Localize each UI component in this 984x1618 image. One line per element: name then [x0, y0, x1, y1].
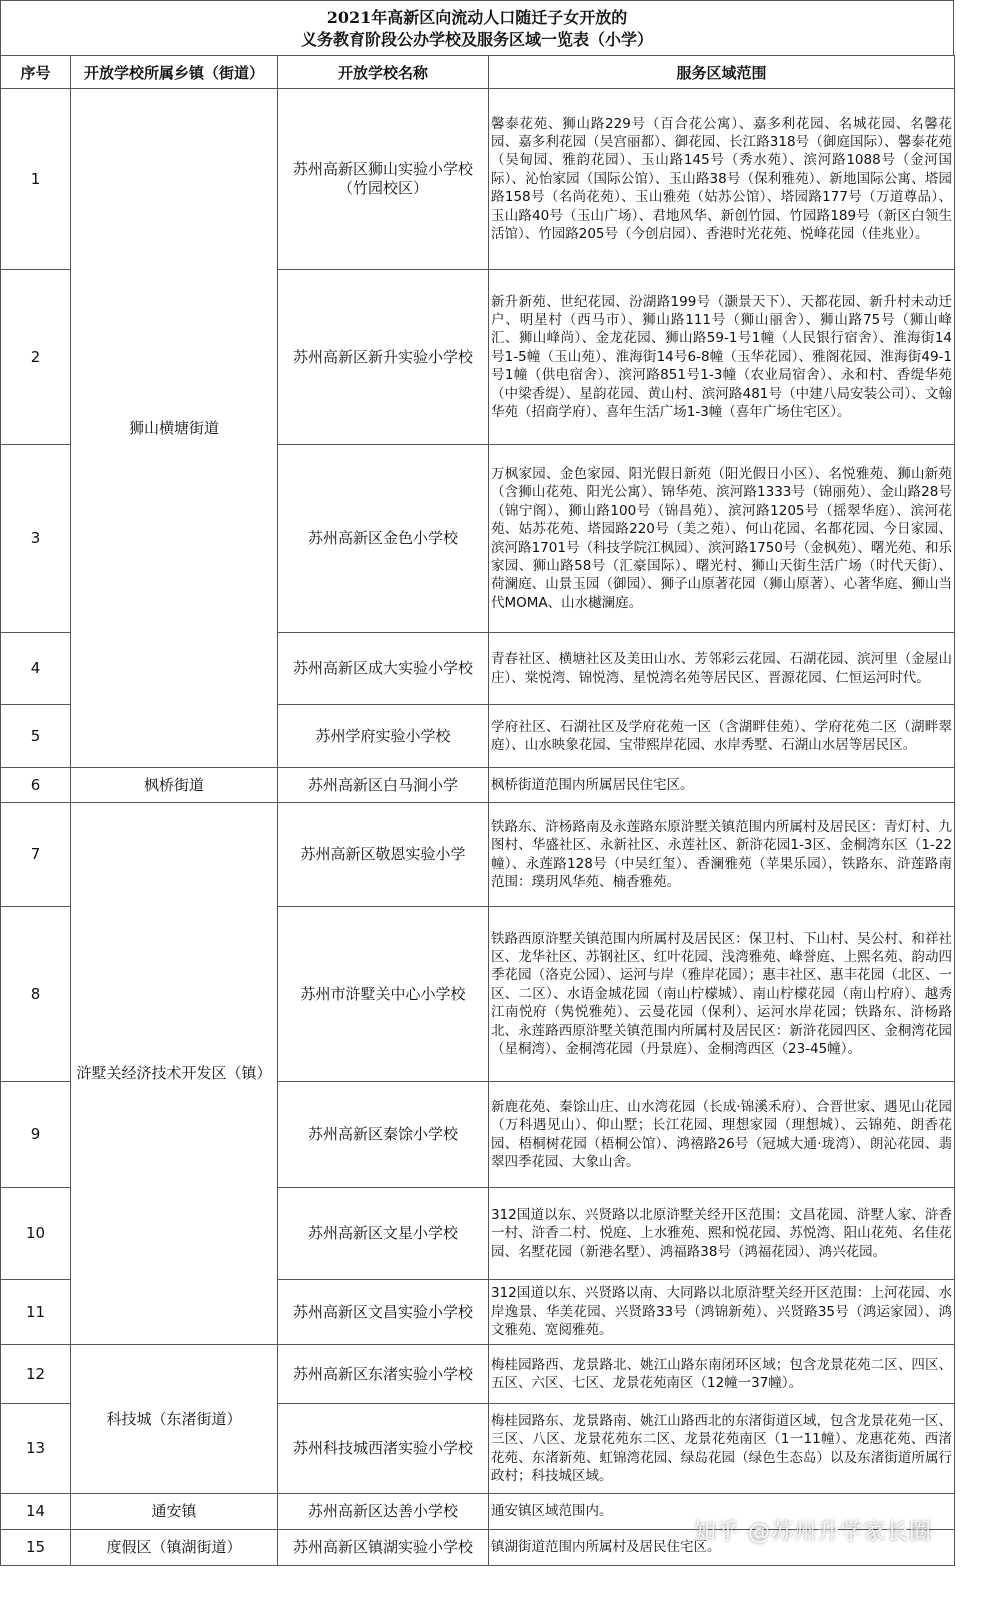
table-row [1, 89, 955, 270]
row-number: 6 [1, 768, 71, 803]
school-name: 苏州高新区东渚实验小学校 [278, 1345, 489, 1404]
service-area: 新鹿花苑、秦馀山庄、山水湾花园（长成·锦溪禾府）、合晋世家、遇见山花园（万科遇见山）、仰山墅；长江花园、理想家园（理想城）、云锦苑、朗香花园、梧桐树花园（梧桐公馆）、鸿禧路26号（冠城大通·珑湾）、朗沁花园、翡翠四季花园、大象山舍。 [489, 1082, 955, 1188]
town-cell: 度假区（镇湖街道） [71, 1530, 278, 1566]
town-cell: 浒墅关经济技术开发区（镇） [71, 803, 278, 1345]
table-row [1, 803, 955, 907]
title-line-1: 2021年高新区向流动人口随迁子女开放的 [326, 8, 628, 27]
row-number: 4 [1, 633, 71, 705]
service-area: 枫桥街道范围内所属居民住宅区。 [489, 768, 955, 803]
row-number: 3 [1, 445, 71, 633]
service-area: 铁路西原浒墅关镇范围内所属村及居民区：保卫村、下山村、吴公村、和祥社区、龙华社区、苏钢社区、红叶花园、浅湾雅苑、峰誉庭、上熙名苑、韵动四季花园（洛克公园）、运河与岸（雅岸花园）；惠丰社区、惠丰花园（北区、一区、二区）、水语金城花园（南山柠檬城）、南山柠檬花园（南山柠府）、越秀江南悦府（隽悦雅苑）、云曼花园（保利）、运河水岸花园；铁路东、浒杨路北、永莲路西原浒墅关镇范围内所属村及居民区：新浒花园四区、金桐湾花园（星桐湾）、金桐湾花园（丹景庭）、金桐湾西区（23-45幢）。 [489, 907, 955, 1082]
town-cell: 通安镇 [71, 1494, 278, 1530]
row-number: 10 [1, 1188, 71, 1280]
school-name: 苏州高新区敬恩实验小学 [278, 803, 489, 907]
town-cell: 枫桥街道 [71, 768, 278, 803]
title-line-2: 义务教育阶段公办学校及服务区域一览表（小学） [300, 30, 653, 49]
row-number: 7 [1, 803, 71, 907]
header-town: 开放学校所属乡镇（街道） [71, 56, 278, 89]
school-name: 苏州高新区达善小学校 [278, 1494, 489, 1530]
service-area: 312国道以东、兴贤路以北原浒墅关经开区范围：文昌花园、浒墅人家、浒香一村、浒香二村、悦庭、上水雅苑、熙和悦花园、苏悦湾、阳山花苑、名佳花园、名墅花园（新港名墅）、鸿福路38号（鸿福花园）、鸿兴花园。 [489, 1188, 955, 1280]
service-area: 万枫家园、金色家园、阳光假日新苑（阳光假日小区）、名悦雅苑、狮山新苑（含狮山花苑、阳光公寓）、锦华苑、滨河路1333号（锦丽苑）、金山路28号（锦宁阁）、狮山路100号（锦昌苑）、滨河路1205号（摇翠华庭）、滨河花苑、姑苏花苑、塔园路220号（美之苑）、何山花园、名都花园、今日家园、滨河路1701号（科技学院江枫园）、滨河路1750号（金枫苑）、曙光苑、和乐家园、狮山路58号（汇豪国际）、曙光村、狮山天街生活广场（时代天街）、荷澜庭、山景玉园（御园）、狮子山原著花园（狮山原著）、心著华庭、狮山当代MOMA、山水樾澜庭。 [489, 445, 955, 633]
header-school: 开放学校名称 [278, 56, 489, 89]
service-area: 312国道以东、兴贤路以南、大同路以北原浒墅关经开区范围：上河花园、水岸逸景、华美花园、兴贤路33号（鸿锦新苑）、兴贤路35号（鸿运家园）、鸿文雅苑、宽阅雅苑。 [489, 1280, 955, 1345]
row-number: 9 [1, 1082, 71, 1188]
row-number: 8 [1, 907, 71, 1082]
row-number: 2 [1, 270, 71, 445]
row-number: 15 [1, 1530, 71, 1566]
school-name: 苏州高新区新升实验小学校 [278, 270, 489, 445]
table-row [1, 1345, 955, 1404]
school-name: 苏州科技城西渚实验小学校 [278, 1404, 489, 1494]
school-table [0, 55, 955, 1566]
school-name: 苏州市浒墅关中心小学校 [278, 907, 489, 1082]
row-number: 1 [1, 89, 71, 270]
school-name: 苏州高新区文昌实验小学校 [278, 1280, 489, 1345]
school-name: 苏州高新区文星小学校 [278, 1188, 489, 1280]
service-area: 铁路东、浒杨路南及永莲路东原浒墅关镇范围内所属村及居民区：青灯村、九图村、华盛社区、永新社区、永莲社区、新浒花园1-3区、金桐湾东区（1-22幢）、永莲路128号（中吴红玺）、香澜雅苑（苹果乐园），铁路东、浒莲路南范围：璞玥风华苑、楠香雅苑。 [489, 803, 955, 907]
town-cell: 狮山横塘街道 [71, 89, 278, 768]
service-area: 新升新苑、世纪花园、汾湖路199号（灏景天下）、天都花园、新升村未动迁户、明星村（西马市）、狮山路111号（狮山丽舍）、狮山路75号（狮山峰汇、狮山峰尚）、金龙花园、狮山路59-1号1幢（人民银行宿舍）、淮海街14号1-5幢（玉山苑）、淮海街14号6-8幢（玉华花园）、雅阁花园、淮海街49-1号1幢（供电宿舍）、滨河路851号1-3幢（农业局宿舍）、永和村、香缇华苑（中梁香缇）、星韵花园、黄山村、滨河路481号（中建八局安装公司）、文翰华苑（招商学府）、喜年生活广场1-3幢（喜年广场住宅区）。 [489, 270, 955, 445]
watermark: 知乎 @苏州升学家长圈 [694, 1520, 932, 1545]
service-area: 青春社区、横塘社区及美田山水、芳邻彩云花园、石湖花园、滨河里（金屋山庄）、棠悦湾、锦悦湾、星悦湾名苑等居民区、晋源花园、仁恒运河时代。 [489, 633, 955, 705]
service-area: 馨泰花苑、狮山路229号（百合花公寓）、嘉多利花园、名城花园、名馨花园、嘉多利花园（吴宫丽都）、御花园、长江路318号（御庭国际）、馨泰花苑（吴甸园、雅韵花园）、玉山路145号（秀水苑）、滨河路1088号（金河国际）、沁怡家园（国际公馆）、玉山路38号（保利雅苑）、新地国际公寓、塔园路158号（名尚花苑）、玉山雅苑（姑苏公馆）、塔园路177号（万道尊品）、玉山路40号（玉山广场）、君地风华、新创竹园、竹园路189号（新区白领生活馆）、竹园路205号（今创启园）、香港时光花苑、悦峰花园（佳兆业）。 [489, 89, 955, 270]
school-name: 苏州高新区金色小学校 [278, 445, 489, 633]
service-area: 学府社区、石湖社区及学府花苑一区（含湖畔佳苑）、学府花苑二区（湖畔翠庭）、山水映象花园、宝带熙岸花园、水岸秀墅、石湖山水居等居民区。 [489, 705, 955, 768]
row-number: 13 [1, 1404, 71, 1494]
school-name: 苏州高新区秦馀小学校 [278, 1082, 489, 1188]
row-number: 5 [1, 705, 71, 768]
town-cell: 科技城（东渚街道） [71, 1345, 278, 1494]
header-no: 序号 [1, 56, 71, 89]
school-name: 苏州高新区狮山实验小学校（竹园校区） [278, 89, 489, 270]
row-number: 14 [1, 1494, 71, 1530]
row-number: 11 [1, 1280, 71, 1345]
school-name: 苏州学府实验小学校 [278, 705, 489, 768]
service-area: 镇湖街道范围内所属村及居民住宅区。 [489, 1530, 955, 1566]
service-area: 梅桂园路东、龙景路南、姚江山路西北的东渚街道区域，包含龙景花苑一区、三区、八区、龙景花苑东二区、龙景花苑南区（1一11幢）、龙惠花苑、西渚花苑、东渚新苑、虹锦湾花园、绿岛花园（绿色生态岛）以及东渚街道所属行政村；科技城区域。 [489, 1404, 955, 1494]
school-name: 苏州高新区白马涧小学 [278, 768, 489, 803]
table-row [1, 768, 955, 803]
header-row [1, 56, 955, 89]
service-area: 通安镇区域范围内。 [489, 1494, 955, 1530]
row-number: 12 [1, 1345, 71, 1404]
header-area: 服务区域范围 [489, 56, 955, 89]
school-name: 苏州高新区镇湖实验小学校 [278, 1530, 489, 1566]
school-name: 苏州高新区成大实验小学校 [278, 633, 489, 705]
service-area: 梅桂园路西、龙景路北、姚江山路东南闭环区域；包含龙景花苑二区、四区、五区、六区、七区、龙景花苑南区（12幢一37幢）。 [489, 1345, 955, 1404]
table-title [0, 0, 954, 55]
